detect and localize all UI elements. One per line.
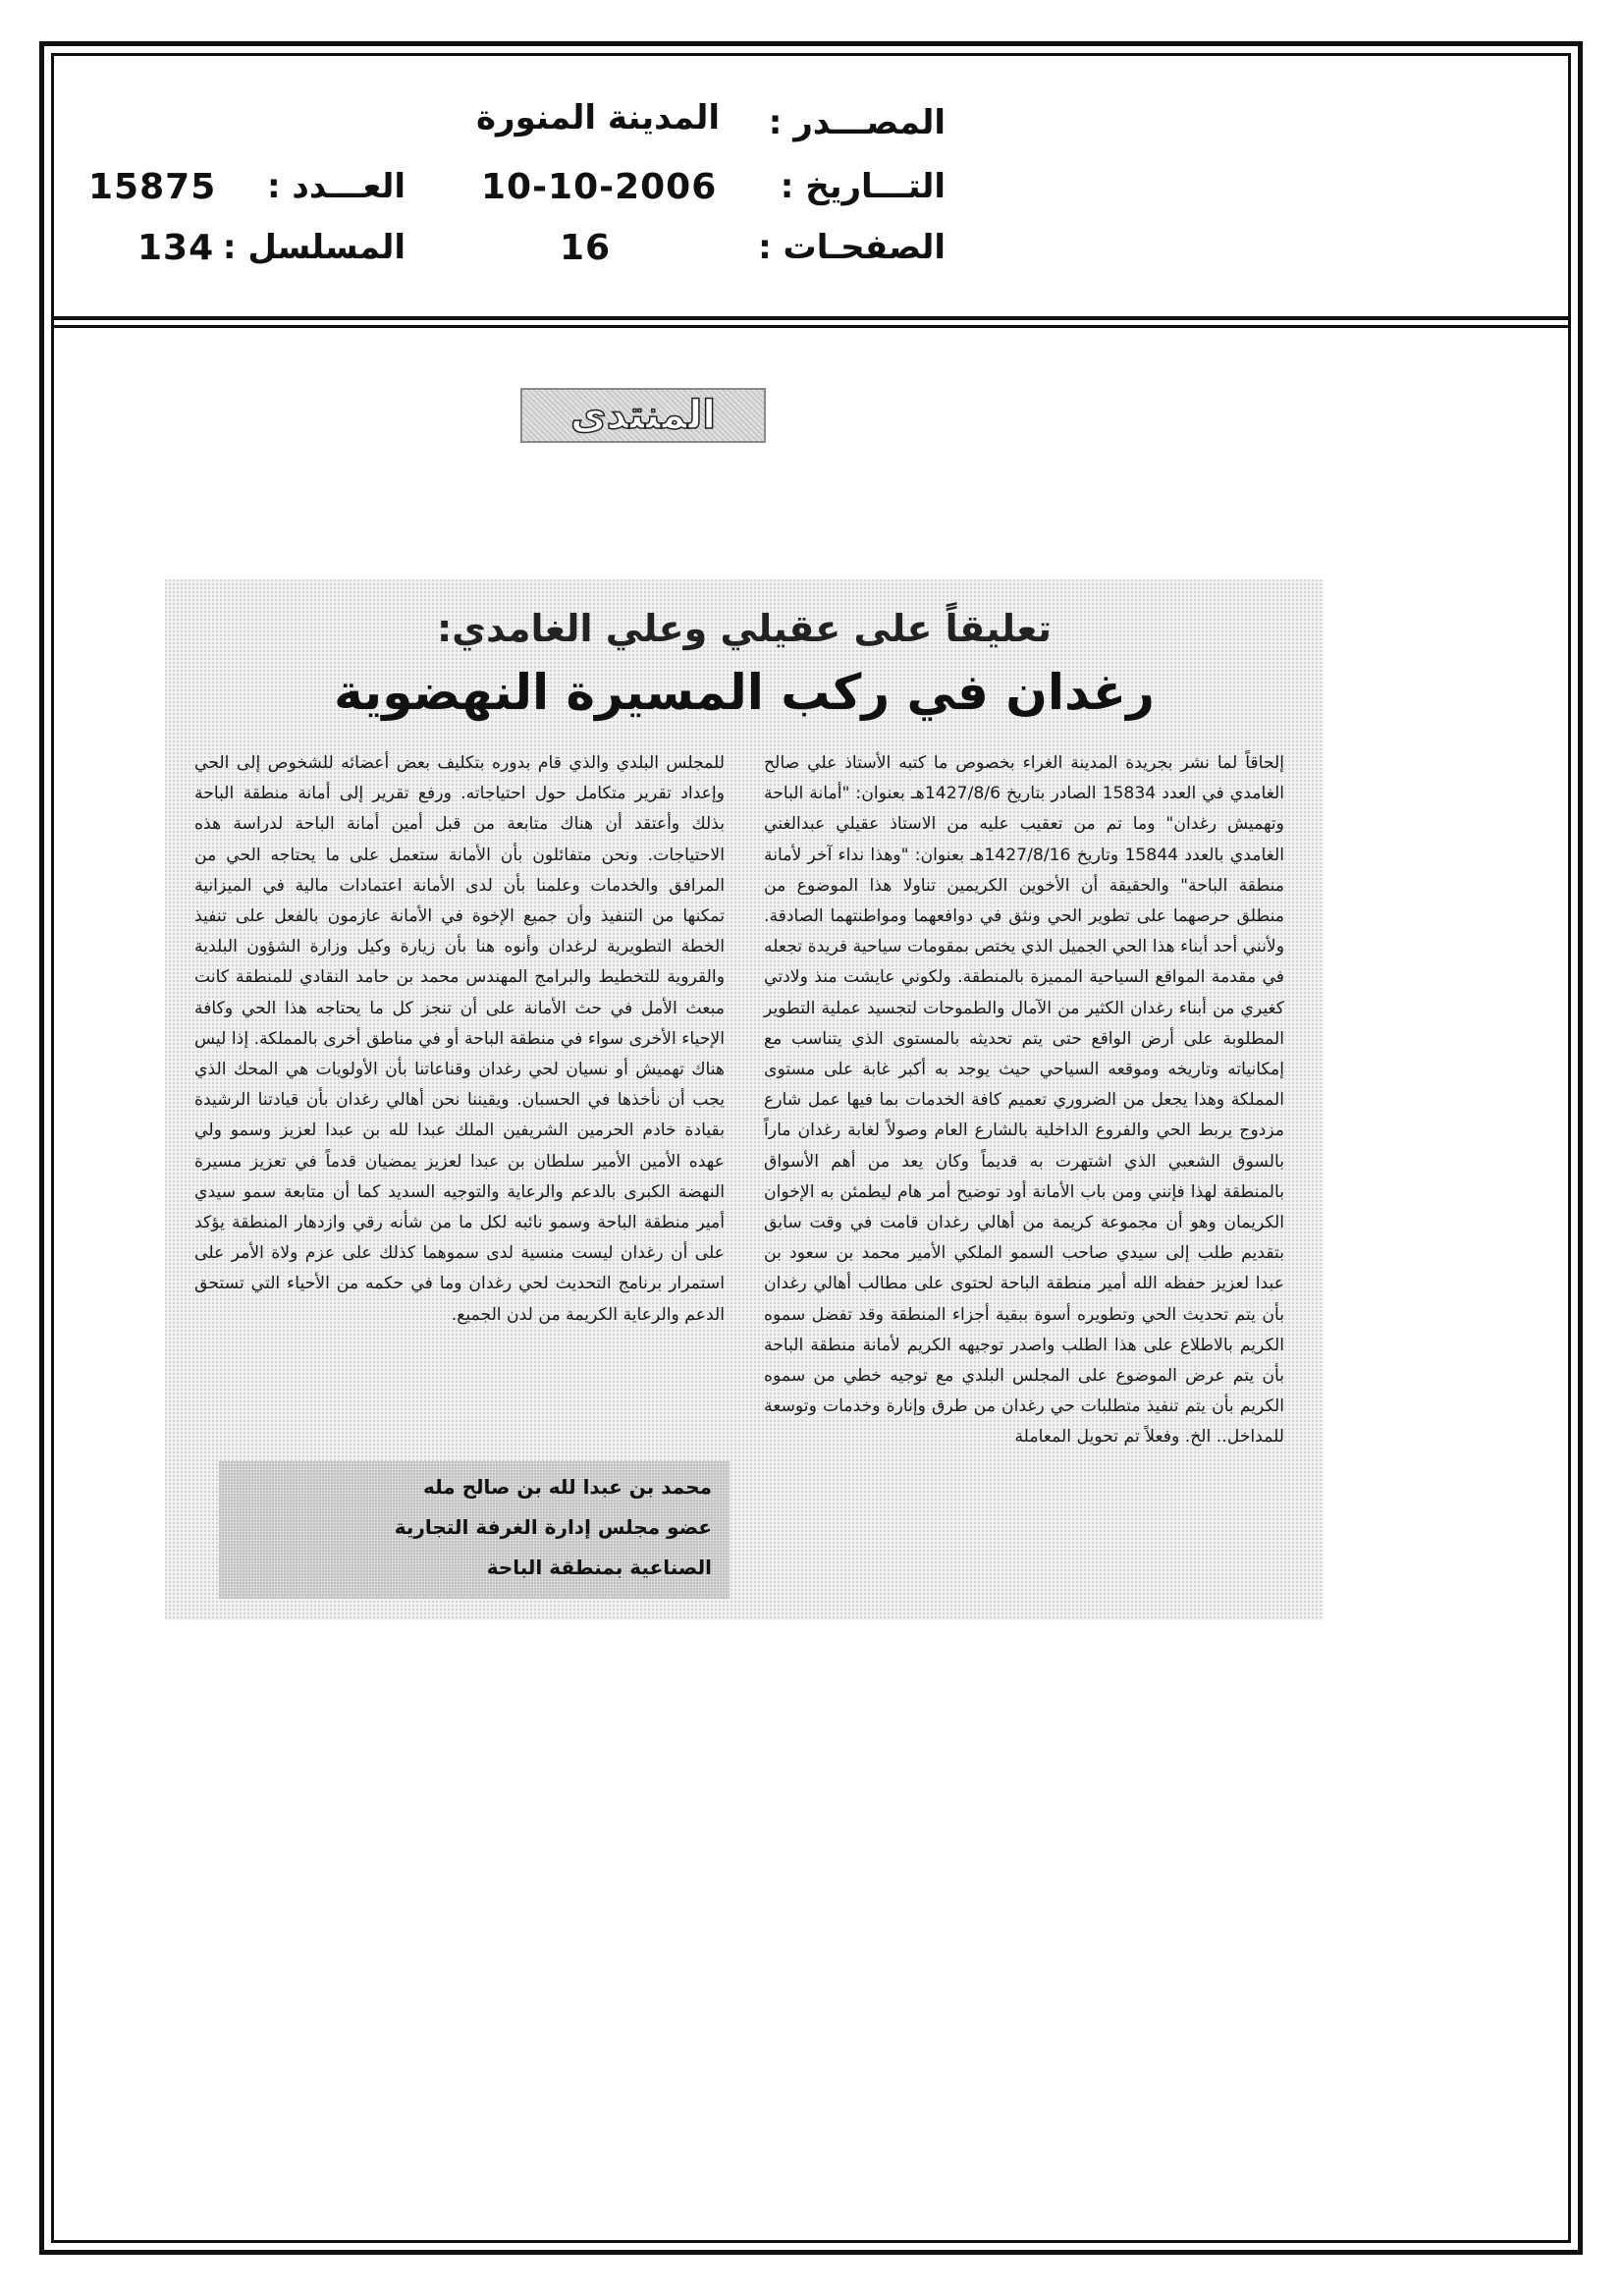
serial-value: 134 [137, 228, 215, 268]
source-value: المدينة المنورة [475, 98, 720, 137]
article-column-right [764, 748, 1284, 1613]
date-value: 10-10-2006 [481, 167, 718, 207]
header-divider [51, 316, 1571, 328]
section-masthead [520, 388, 766, 443]
article-headline: رغدان في ركب المسيرة النهضوية [334, 664, 1155, 721]
issue-value: 15875 [88, 167, 217, 207]
serial-label: المسلسل : [222, 228, 406, 267]
pages-value: 16 [560, 228, 612, 268]
masthead-title: المنتدى [570, 393, 716, 438]
pages-label: الصفحـات : [758, 228, 946, 267]
author-signature-box [219, 1461, 730, 1599]
article-clipping [165, 579, 1324, 1620]
article-subheadline: تعليقاً على عقيلي وعلي الغامدي: [436, 607, 1053, 650]
article-body-right: إلحاقاً لما نشر بجريدة المدينة الغراء بخصوص ما كتبه الأستاذ علي صالح الغامدي في العدد 15834 الصادر بتاريخ 1427/8/6هـ بعنوان: "أمانة الباحة وتهميش رغدان" وما تم من تعقيب عليه من الاستاذ عقيلي عبدالغني الغامدي بالعدد 15844 وتاريخ 1427/8/16هـ بعنوان: "وهذا نداء آخر لأمانة منطقة الباحة" والحقيقة أن الأخوين الكريمين تناولا هذا الموضوع من منطلق حرصهما على تطوير الحي ونثق في دوافعهما ومواطنتهما الصادقة. ولأنني أحد أبناء هذا الحي الجميل الذي يختص بمقومات سياحية فريدة تجعله في مقدمة المواقع السياحية المميزة بالمنطقة. ولكوني عايشت منذ ولادتي كغيري من أبناء رغدان الكثير من الآمال والطموحات لتجسيد عملية التطوير المطلوبة على أرض الواقع حتى يتم تحديثه بالمستوى الذي يتناسب مع إمكانياته وتاريخه وموقعه السياحي حيث يوجد به أكبر غابة على مستوى المملكة وهذا يجعل من الضروري تعميم كافة الخدمات بما فيها عمل شارع مزدوج يربط الحي والفروع الداخلية بالشارع العام وصولاً لغابة رغدان ماراً بالسوق الشعبي الذي اشتهرت به قديماً وكان يعد من أهم الأسواق بالمنطقة لهذا فإنني ومن باب الأمانة أود توضيح أمر هام ليطمئن به الإخوان الكريمان وهو أن مجموعة كريمة من أهالي رغدان قامت في وقت سابق بتقديم طلب إلى سيدي صاحب السمو الملكي الأمير محمد بن سعود بن عبدا لعزيز حفظه الله أمير منطقة الباحة لحتوى على مطالب أهالي رغدان بأن يتم تحديث الحي وتطويره أسوة ببقية أجزاء المنطقة وقد تفضل سموه الكريم بالاطلاع على هذا الطلب واصدر توجيهه الكريم لأمانة منطقة الباحة بأن يتم عرض الموضوع على المجلس البلدي مع توجيه خطي من سموه الكريم بأن يتم تنفيذ متطلبات حي رغدان من طرق وإنارة وخدمات وتوسعة للمداخل.. الخ. وفعلاً تم تحويل المعاملة [764, 753, 1285, 1448]
article-column-left [194, 748, 725, 1396]
author-title-line2: الصناعية بمنطقة الباحة [486, 1556, 712, 1579]
article-body-left: للمجلس البلدي والذي قام بدوره بتكليف بعض أعضائه للشخوص إلى الحي وإعداد تقرير متكامل حول احتياجاته. ورفع تقرير إلى أمانة منطقة الباحة بذلك وأعتقد أن هناك متابعة من قبل أمين أمانة الباحة لدراسة هذه الاحتياجات. ونحن متفائلون بأن الأمانة ستعمل على ما يحتاجه الحي من المرافق والخدمات وعلمنا بأن لدى الأمانة اعتمادات مالية في الميزانية تمكنها من التنفيذ وأن جميع الإخوة في الأمانة عازمون بالفعل على تنفيذ الخطة التطويرية لرغدان وأنوه هنا بأن زيارة وكيل وزارة الشؤون البلدية والقروية للتخطيط والبرامج المهندس محمد بن حامد النقادي للمنطقة كانت مبعث الأمل في حث الأمانة على أن تنجز كل ما يحتاجه هذا الحي وكافة الإحياء الأخرى سواء في منطقة الباحة أو في مناطق أخرى بالمملكة. إذا ليس هناك تهميش أو نسيان لحي رغدان وقناعاتنا بأن الأولويات هي المحك الذي يجب أن نأخذها في الحسبان. ويقيننا نحن أهالي رغدان بأن قيادتنا الرشيدة بقيادة خادم الحرمين الشريفين الملك عبدا لله بن عبدا لعزيز وسمو ولي عهده الأمين الأمير سلطان بن عبدا لعزيز يمضيان قدماً في تعزيز مسيرة النهضة الكبرى بالدعم والرعاية والتوجيه السديد كما أن متابعة سمو سيدي أمير منطقة الباحة وسمو نائبه لكل ما من شأنه رقي وازدهار المنطقة يؤكد على أن رغدان ليست منسية لدى سموهما كذلك على عزم ولاة الأمر على استمرار برنامج التحديث لحي رغدان وما في حكمه من الأحياء التي تستحق الدعم والرعاية الكريمة من لدن الجميع. [194, 753, 725, 1325]
date-label: التـــاريخ : [780, 167, 946, 206]
author-name: محمد بن عبدا لله بن صالح مله [422, 1475, 712, 1499]
author-title-line1: عضو مجلس إدارة الغرفة التجارية [394, 1515, 712, 1539]
issue-label: العـــدد : [267, 167, 406, 206]
source-label: المصـــدر : [768, 103, 946, 142]
